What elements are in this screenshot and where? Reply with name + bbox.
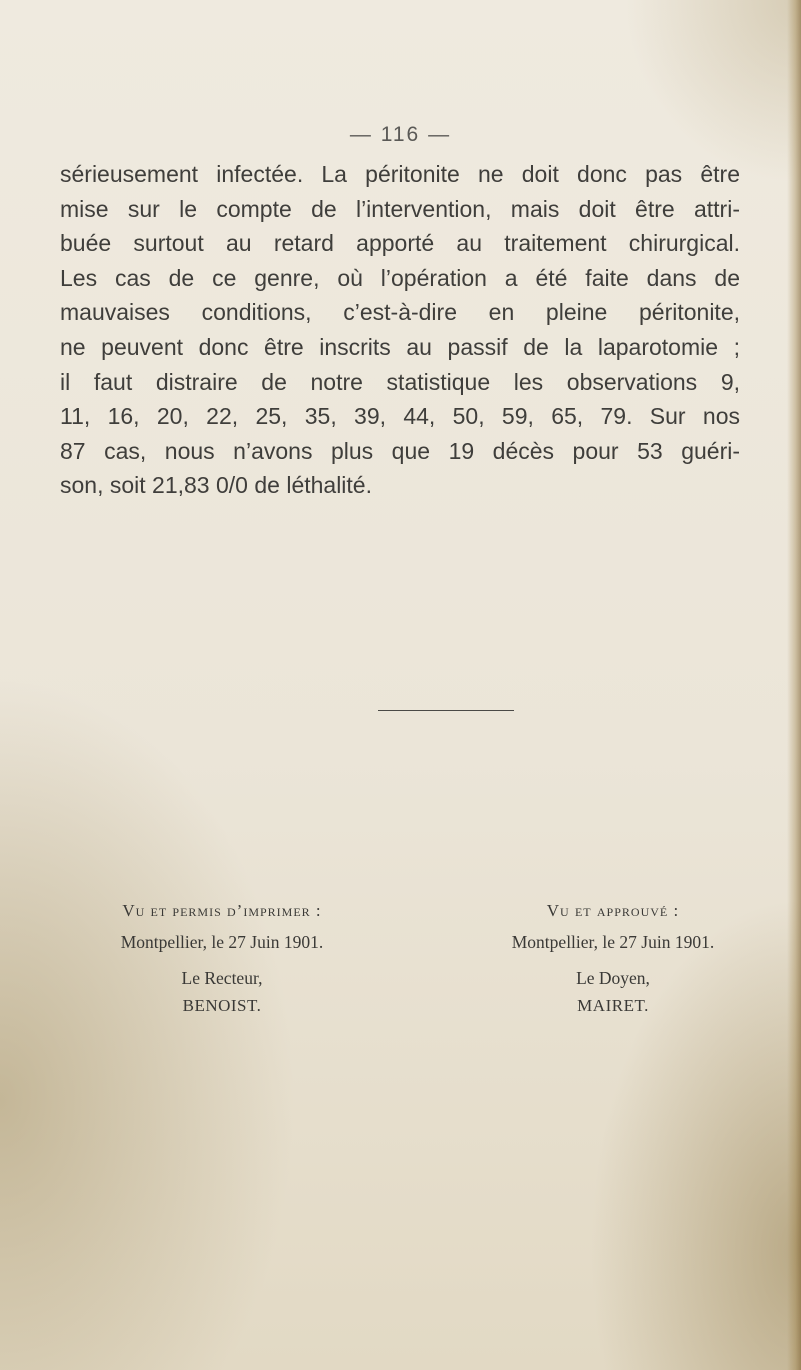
section-divider [378, 710, 514, 711]
signature-block-dean [478, 897, 748, 1019]
text-line: 11, 16, 20, 22, 25, 35, 39, 44, 50, 59, 65, 79. Sur nos [60, 403, 740, 430]
signature-name: MAIRET. [577, 996, 649, 1015]
text-line: ne peuvent donc être inscrits au passif de la laparotomie ; [60, 333, 740, 360]
signature-heading: Vu et permis d’imprimer : [122, 901, 322, 920]
body-paragraph [60, 157, 740, 503]
page-edge-shadow [787, 0, 801, 1370]
signature-place-date: Montpellier, le 27 Juin 1901. [120, 932, 324, 952]
text-line: 87 cas, nous n’avons plus que 19 décès pour 53 guéri- [60, 437, 740, 464]
text-line: mise sur le compte de l’intervention, mais doit être attri- [60, 195, 740, 222]
text-line: mauvaises conditions, c’est-à-dire en pleine péritonite, [60, 299, 740, 326]
signature-heading: Vu et approuvé : [546, 901, 680, 920]
text-line: buée surtout au retard apporté au traitement chirurgical. [60, 230, 740, 257]
signature-title: Le Recteur, [181, 968, 263, 988]
text-line: Les cas de ce genre, où l’opération a été faite dans de [60, 264, 740, 291]
text-line: sérieusement infectée. La péritonite ne doit donc pas être [60, 161, 740, 187]
text-line: son, soit 21,83 0/0 de léthalité. [60, 472, 372, 499]
signature-block-rector [92, 897, 352, 1019]
signature-place-date: Montpellier, le 27 Juin 1901. [511, 932, 715, 952]
signature-title: Le Doyen, [576, 968, 650, 988]
page-number: — 116 — [349, 123, 452, 146]
text-line: il faut distraire de notre statistique les observations 9, [60, 368, 740, 395]
signature-name: BENOIST. [182, 996, 262, 1015]
